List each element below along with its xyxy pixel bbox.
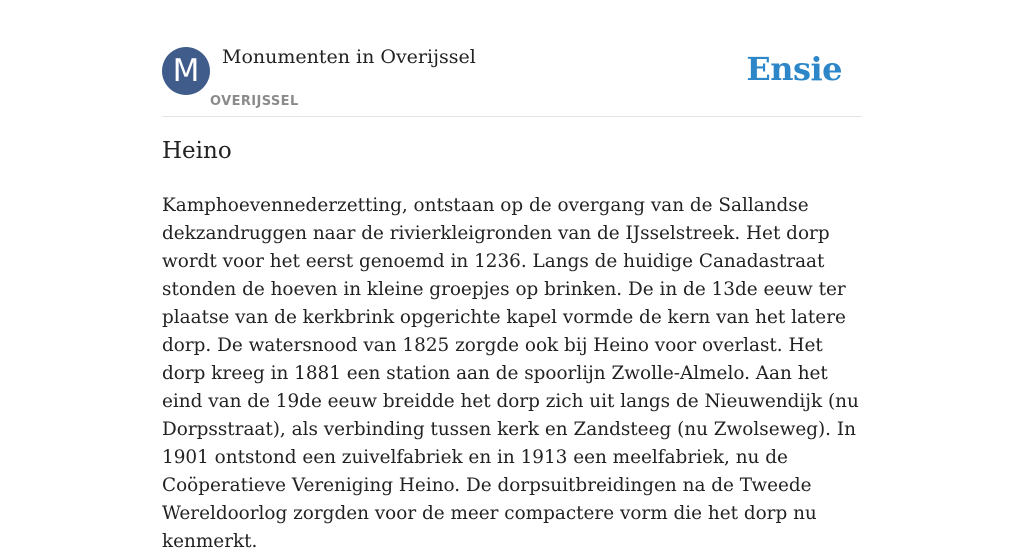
page-title: Heino xyxy=(162,138,232,164)
brand-logo[interactable]: Ensie xyxy=(746,50,842,88)
site-tag[interactable]: OVERIJSSEL xyxy=(210,94,299,109)
avatar[interactable]: M xyxy=(162,47,210,95)
site-title[interactable]: Monumenten in Overijssel xyxy=(222,46,476,68)
article-body: Kamphoevennederzetting, ontstaan op de overgang van de Sallandse dekzandruggen naar de rivierkleigronden van de IJsselstreek. Het dorp wordt voor het eerst genoemd in 1236. Langs de huidige Canadastraat stonden de hoeven in kleine groepjes op brinken. De in de 13de eeuw ter plaatse van de kerkbrink opgerichte kapel vormde de kern van het latere dorp. De watersnood van 1825 zorgde ook bij Heino voor overlast. Het dorp kreeg in 1881 een station aan de spoorlijn Zwolle-Almelo. Aan het eind van de 19de eeuw breidde het dorp zich uit langs de Nieuwendijk (nu Dorpsstraat), als verbinding tussen kerk en Zandsteeg (nu Zwolseweg). In 1901 ontstond een zuivelfabriek en in 1913 een meelfabriek, nu de Coöperatieve Vereniging Heino. De dorpsuitbreidingen na de Tweede Wereldoorlog zorgden voor de meer compactere vorm die het dorp nu kenmerkt. xyxy=(162,195,859,552)
header xyxy=(162,44,862,117)
